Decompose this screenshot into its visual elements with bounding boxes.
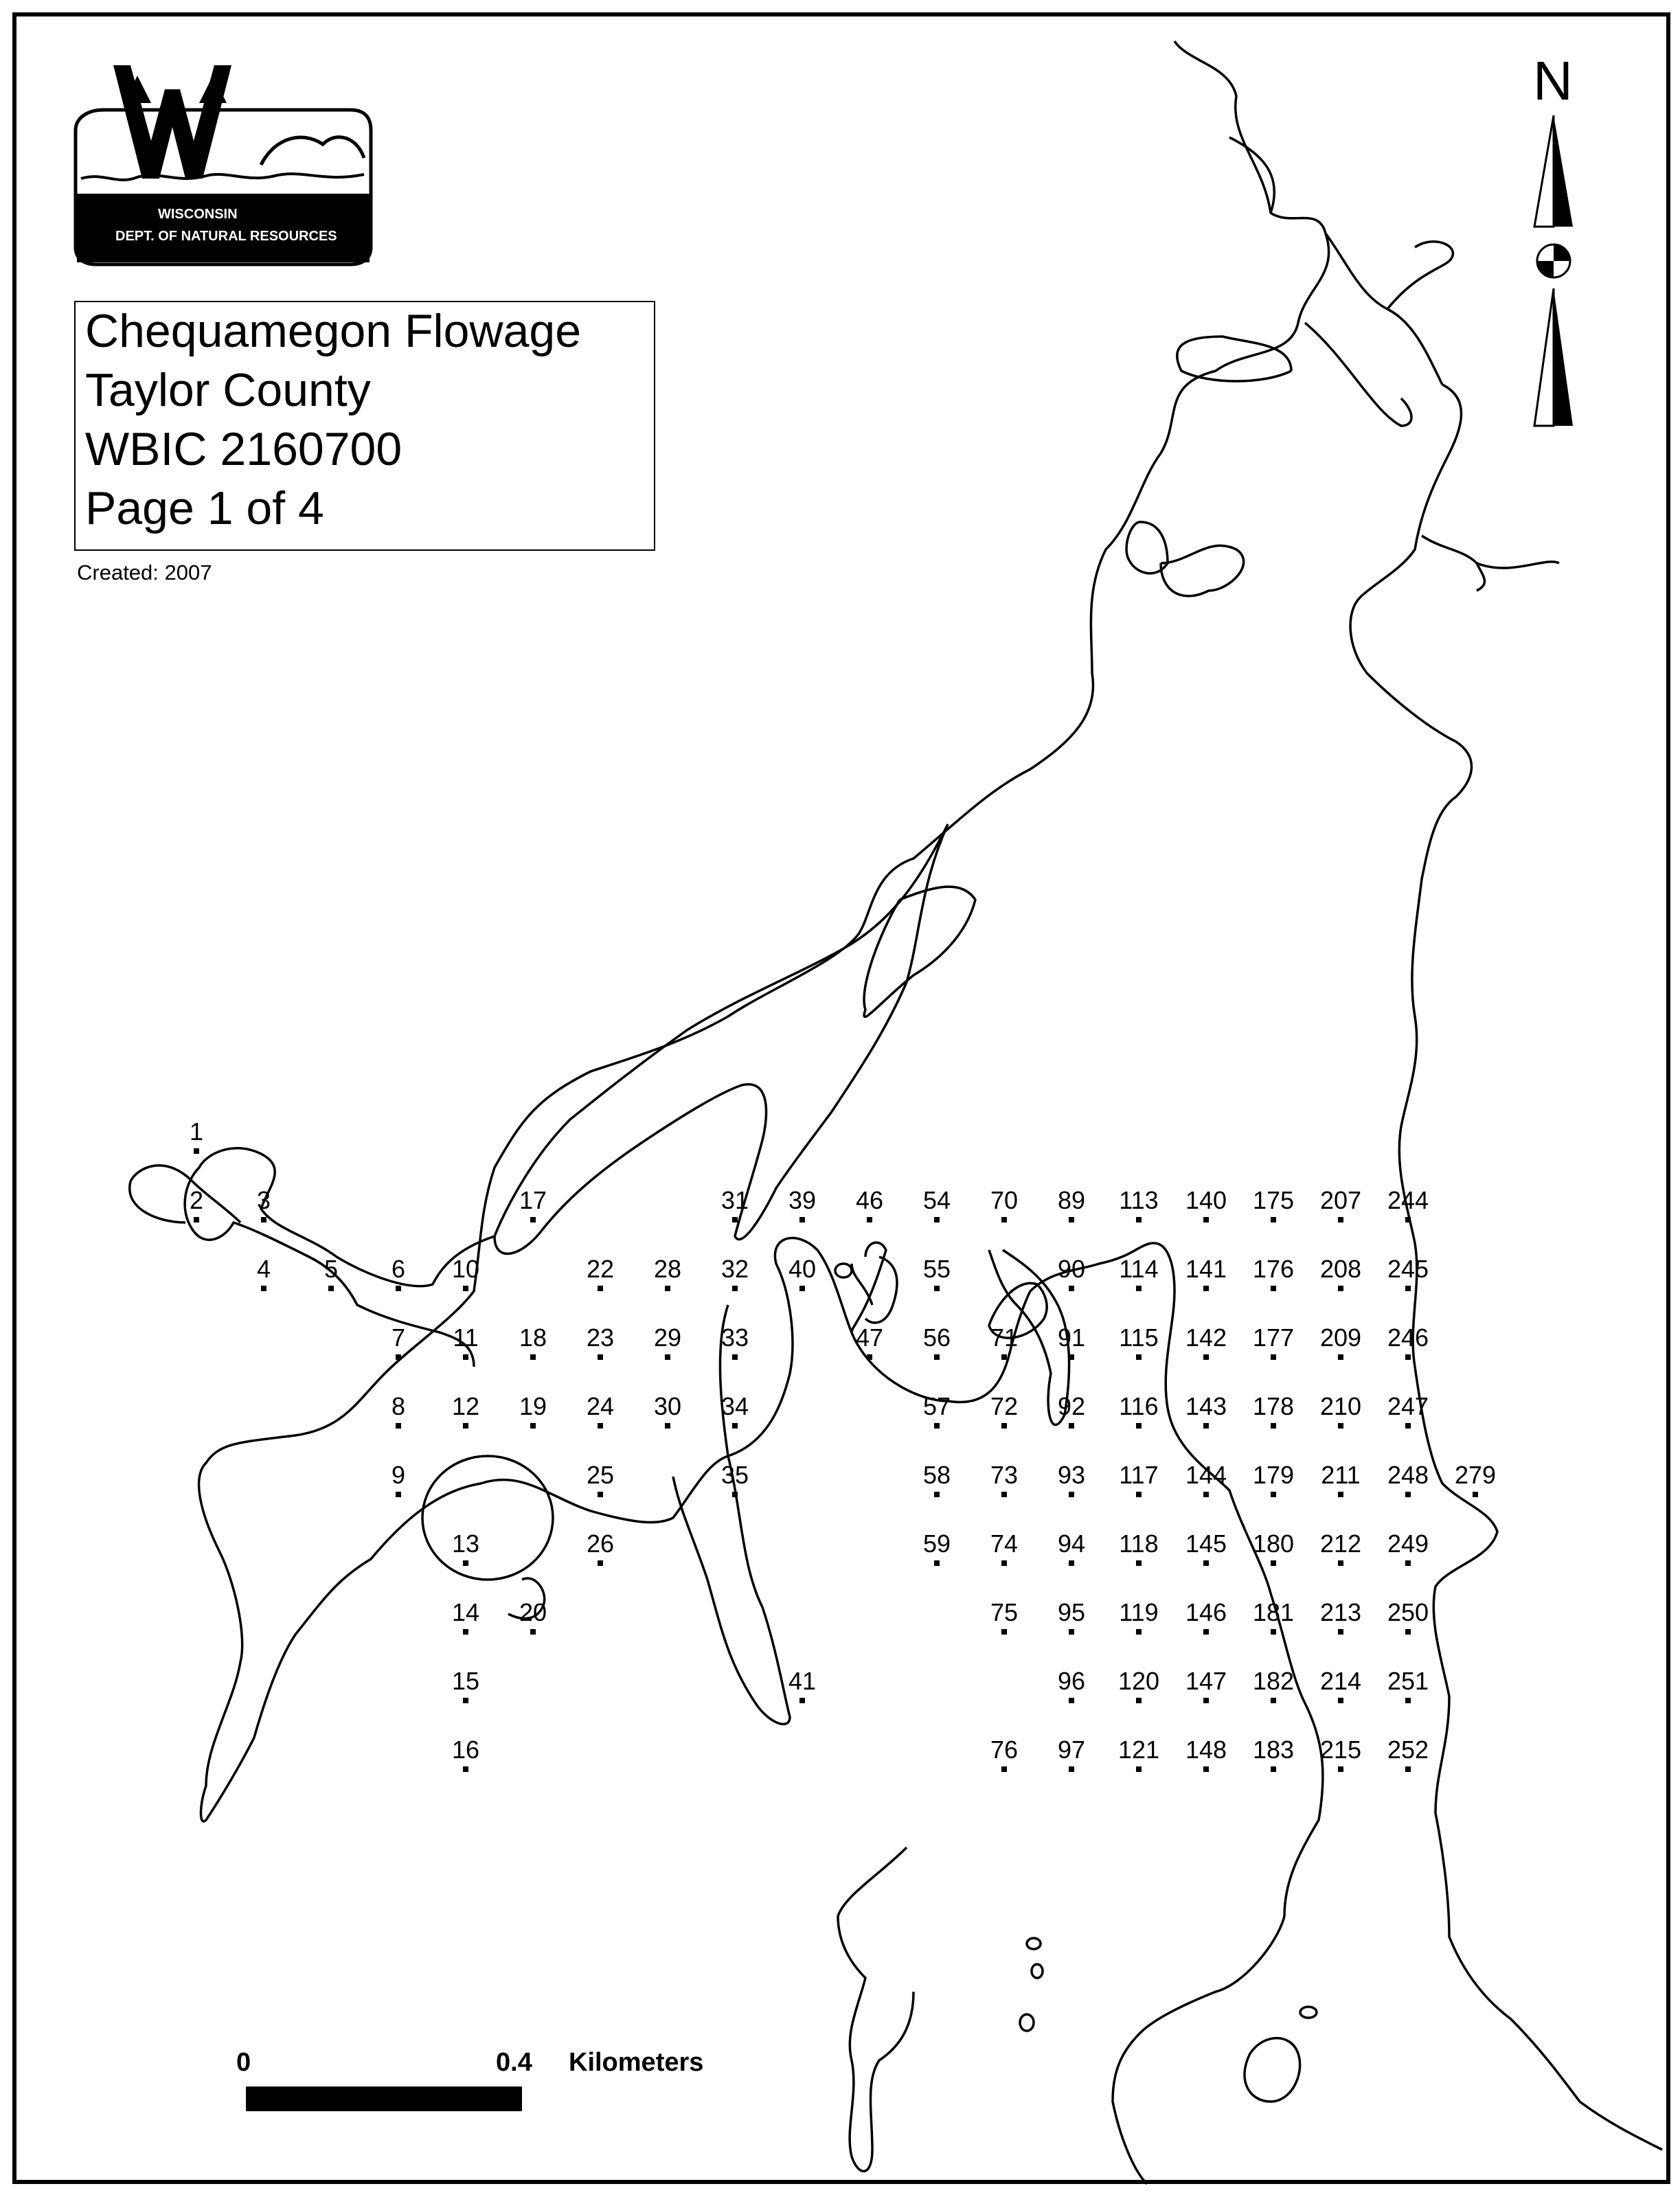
sample-point-label: 175 [1252, 1186, 1295, 1214]
sample-point-label: 118 [1119, 1529, 1159, 1558]
sample-point-label: 8 [391, 1392, 406, 1420]
sample-point-marker [1473, 1492, 1478, 1497]
title-line-name: Chequamegon Flowage [85, 305, 582, 357]
sample-point-marker [1405, 1354, 1411, 1360]
sample-point-marker [934, 1217, 940, 1222]
sample-point-label: 47 [855, 1323, 884, 1352]
sample-point-label: 97 [1057, 1736, 1086, 1764]
sample-point-marker [1136, 1423, 1142, 1429]
sample-point-label: 246 [1387, 1323, 1429, 1352]
sample-point-label: 28 [653, 1255, 682, 1283]
island-16 [1300, 2007, 1317, 2018]
sample-point-marker [1405, 1423, 1411, 1429]
sample-point-label: 142 [1185, 1323, 1227, 1352]
sample-point-label: 76 [990, 1736, 1019, 1764]
sample-point-label: 93 [1057, 1461, 1086, 1489]
northeast-bay [1305, 242, 1559, 591]
north-arrow-icon [1534, 115, 1573, 426]
sample-point-label: 18 [519, 1323, 547, 1352]
sample-point-label: 252 [1387, 1736, 1429, 1764]
island-8 [852, 1264, 872, 1305]
sample-point-marker [463, 1423, 468, 1429]
sample-point-label: 40 [788, 1255, 817, 1283]
sample-point-marker [1069, 1698, 1074, 1703]
sample-point-label: 20 [519, 1598, 547, 1626]
sample-point-marker [1203, 1629, 1209, 1635]
sample-point-label: 74 [990, 1529, 1019, 1558]
sample-point-marker [1405, 1766, 1411, 1772]
sample-point-marker [530, 1423, 536, 1429]
sample-point-marker [463, 1698, 468, 1703]
sample-point-label: 14 [451, 1598, 480, 1626]
sample-point-label: 94 [1057, 1529, 1086, 1558]
sample-point-marker [1338, 1766, 1343, 1772]
sample-point-marker [1405, 1560, 1411, 1566]
sample-point-marker [1203, 1492, 1209, 1497]
sample-point-marker [1001, 1629, 1007, 1635]
sample-point-marker [934, 1560, 940, 1566]
island-4 [1161, 545, 1244, 595]
sample-point-marker [1203, 1698, 1209, 1703]
sample-point-label: 24 [586, 1392, 615, 1420]
sample-point-marker [463, 1354, 468, 1360]
sample-point-label: 209 [1319, 1323, 1362, 1352]
sample-point-marker [1001, 1560, 1007, 1566]
sample-point-label: 17 [519, 1186, 547, 1214]
sample-point-label: 92 [1057, 1392, 1086, 1420]
island-2 [864, 887, 975, 1016]
sample-point-label: 178 [1252, 1392, 1295, 1420]
sample-point-label: 75 [990, 1598, 1019, 1626]
sample-point-marker [530, 1629, 536, 1635]
island-12 [835, 1264, 852, 1277]
title-box [74, 301, 655, 551]
sample-point-label: 3 [256, 1186, 271, 1214]
sample-point-marker [598, 1492, 603, 1497]
island-3 [1177, 337, 1291, 381]
sample-point-label: 34 [720, 1392, 749, 1420]
sample-point-marker [1203, 1766, 1209, 1772]
island-1 [422, 1456, 553, 1580]
sample-point-marker [732, 1492, 738, 1497]
sample-point-marker [1069, 1286, 1074, 1291]
sample-point-label: 247 [1387, 1392, 1429, 1420]
sample-point-marker [1271, 1286, 1276, 1291]
sample-point-marker [194, 1148, 199, 1154]
sample-point-marker [1136, 1286, 1142, 1291]
sample-point-marker [1203, 1560, 1209, 1566]
sample-point-label: 141 [1185, 1255, 1227, 1283]
sample-point-label: 16 [451, 1736, 480, 1764]
sample-point-marker [1069, 1354, 1074, 1360]
sample-point-marker [1338, 1629, 1343, 1635]
sample-point-label: 140 [1185, 1186, 1227, 1214]
title-line-county: Taylor County [85, 364, 371, 416]
sample-point-label: 57 [922, 1392, 951, 1420]
sample-point-marker [1069, 1629, 1074, 1635]
sample-point-label: 71 [990, 1323, 1019, 1352]
sample-point-label: 11 [453, 1323, 479, 1352]
sample-point-marker [1136, 1217, 1142, 1222]
sample-point-marker [1001, 1766, 1007, 1772]
sample-point-marker [1069, 1492, 1074, 1497]
sample-point-label: 15 [451, 1667, 480, 1695]
sample-point-marker [665, 1286, 670, 1291]
sample-point-label: 215 [1319, 1736, 1362, 1764]
sample-point-label: 145 [1185, 1529, 1227, 1558]
sample-point-label: 96 [1057, 1667, 1086, 1695]
sample-point-marker [530, 1354, 536, 1360]
sample-point-marker [934, 1286, 940, 1291]
sample-point-marker [799, 1217, 805, 1222]
sample-point-marker [1069, 1766, 1074, 1772]
sample-point-label: 207 [1319, 1186, 1362, 1214]
sample-point-label: 146 [1185, 1598, 1227, 1626]
sample-point-marker [463, 1766, 468, 1772]
sample-point-label: 54 [922, 1186, 951, 1214]
scale-end-label: 0.4 [496, 2048, 532, 2077]
sample-point-label: 116 [1119, 1392, 1159, 1420]
island-14 [1032, 1964, 1043, 1978]
sample-point-marker [1271, 1629, 1276, 1635]
sample-point-marker [665, 1423, 670, 1429]
sample-point-marker [1136, 1492, 1142, 1497]
sample-point-marker [867, 1217, 872, 1222]
sample-point-label: 5 [323, 1255, 339, 1283]
sample-point-label: 250 [1387, 1598, 1429, 1626]
sample-point-label: 46 [855, 1186, 884, 1214]
sample-point-label: 144 [1185, 1461, 1227, 1489]
east-shoreline [1229, 137, 1662, 2150]
sample-point-marker [1271, 1354, 1276, 1360]
sample-point-marker [665, 1354, 670, 1360]
sample-point-marker [530, 1217, 536, 1222]
sample-point-label: 212 [1319, 1529, 1362, 1558]
sample-point-marker [1405, 1629, 1411, 1635]
sample-point-marker [732, 1217, 738, 1222]
sample-point-label: 26 [586, 1529, 615, 1558]
sample-point-label: 4 [256, 1255, 271, 1283]
sample-point-marker [1405, 1698, 1411, 1703]
sample-point-label: 214 [1319, 1667, 1362, 1695]
sample-point-label: 91 [1057, 1323, 1086, 1352]
sample-point-marker [396, 1286, 401, 1291]
sample-point-marker [799, 1698, 805, 1703]
logo-agency-line1: WISCONSIN [158, 207, 238, 222]
sample-point-label: 210 [1319, 1392, 1362, 1420]
sample-point-label: 1 [189, 1117, 204, 1146]
sample-point-marker [1136, 1629, 1142, 1635]
sample-point-label: 23 [586, 1323, 615, 1352]
sample-point-marker [1405, 1286, 1411, 1291]
south-lobe [838, 1847, 913, 2171]
sample-point-label: 73 [990, 1461, 1019, 1489]
sample-point-label: 29 [653, 1323, 682, 1352]
sample-point-label: 9 [391, 1461, 406, 1489]
sample-point-marker [261, 1217, 266, 1222]
sample-point-marker [1001, 1217, 1007, 1222]
sample-point-marker [1338, 1560, 1343, 1566]
sample-point-marker [1338, 1698, 1343, 1703]
sample-point-label: 25 [586, 1461, 615, 1489]
sample-point-label: 10 [451, 1255, 480, 1283]
sample-point-label: 2 [189, 1186, 204, 1214]
sample-point-marker [1338, 1217, 1343, 1222]
sample-point-label: 245 [1387, 1255, 1429, 1283]
sample-point-label: 251 [1387, 1667, 1429, 1695]
sample-point-marker [598, 1560, 603, 1566]
sample-point-label: 180 [1252, 1529, 1295, 1558]
sample-point-marker [1203, 1354, 1209, 1360]
sample-point-label: 176 [1252, 1255, 1295, 1283]
sample-point-marker [1203, 1423, 1209, 1429]
sample-point-marker [1203, 1217, 1209, 1222]
sample-point-label: 182 [1252, 1667, 1295, 1695]
sample-point-marker [194, 1217, 199, 1222]
sample-point-label: 59 [922, 1529, 951, 1558]
sample-point-marker [261, 1286, 266, 1291]
sample-point-label: 279 [1454, 1461, 1497, 1489]
sample-point-label: 89 [1057, 1186, 1086, 1214]
sample-point-label: 211 [1321, 1461, 1361, 1489]
sample-point-label: 13 [451, 1529, 480, 1558]
sample-point-marker [328, 1286, 334, 1291]
sample-point-label: 143 [1185, 1392, 1227, 1420]
sample-point-label: 6 [391, 1255, 406, 1283]
sample-point-marker [1136, 1354, 1142, 1360]
island-15 [1020, 2014, 1034, 2031]
west-lobe [185, 1148, 495, 1367]
sample-point-label: 148 [1185, 1736, 1227, 1764]
title-line-wbic: WBIC 2160700 [85, 423, 402, 475]
sample-point-label: 35 [720, 1461, 749, 1489]
sample-point-marker [598, 1423, 603, 1429]
sample-point-marker [1069, 1560, 1074, 1566]
sample-point-marker [934, 1423, 940, 1429]
sample-point-marker [1203, 1286, 1209, 1291]
island-7 [852, 1242, 886, 1332]
sample-point-label: 22 [586, 1255, 615, 1283]
sample-point-marker [1405, 1217, 1411, 1222]
sample-point-marker [1271, 1217, 1276, 1222]
sample-point-marker [1405, 1492, 1411, 1497]
sample-point-label: 39 [788, 1186, 817, 1214]
sample-point-label: 249 [1387, 1529, 1429, 1558]
sample-point-marker [598, 1286, 603, 1291]
logo-band [77, 194, 370, 262]
sample-point-label: 90 [1057, 1255, 1086, 1283]
sample-point-label: 7 [391, 1323, 406, 1352]
sample-point-marker [1136, 1698, 1142, 1703]
sample-point-marker [1338, 1286, 1343, 1291]
created-date: Created: 2007 [77, 560, 212, 584]
sample-point-label: 32 [720, 1255, 749, 1283]
sample-point-marker [1271, 1766, 1276, 1772]
sample-point-marker [1338, 1423, 1343, 1429]
sample-point-label: 244 [1387, 1186, 1429, 1214]
sample-point-label: 147 [1185, 1667, 1227, 1695]
island-13 [1027, 1938, 1041, 1949]
sample-point-label: 72 [990, 1392, 1019, 1420]
sample-point-label: 119 [1119, 1598, 1159, 1626]
sample-point-marker [1136, 1560, 1142, 1566]
sample-point-marker [1271, 1560, 1276, 1566]
sample-point-marker [598, 1354, 603, 1360]
logo-agency-line2: DEPT. OF NATURAL RESOURCES [115, 229, 337, 244]
sample-point-marker [732, 1286, 738, 1291]
sample-point-label: 19 [519, 1392, 547, 1420]
sample-point-label: 113 [1119, 1186, 1159, 1214]
sample-point-marker [396, 1423, 401, 1429]
sample-point-label: 95 [1057, 1598, 1086, 1626]
sample-point-marker [1136, 1766, 1142, 1772]
sample-point-marker [934, 1354, 940, 1360]
title-line-page: Page 1 of 4 [85, 482, 324, 534]
sample-point-label: 55 [922, 1255, 951, 1283]
sample-point-label: 213 [1319, 1598, 1362, 1626]
sample-point-marker [1069, 1217, 1074, 1222]
sample-point-marker [1338, 1492, 1343, 1497]
sample-point-label: 121 [1117, 1736, 1160, 1764]
sample-point-label: 120 [1117, 1667, 1160, 1695]
island-11 [1245, 2038, 1300, 2102]
sample-point-marker [732, 1423, 738, 1429]
sample-point-marker [799, 1286, 805, 1291]
sample-point-marker [1001, 1354, 1007, 1360]
sample-point-label: 114 [1119, 1255, 1159, 1283]
sample-point-label: 208 [1319, 1255, 1362, 1283]
sample-point-marker [867, 1354, 872, 1360]
sample-point-marker [1338, 1354, 1343, 1360]
sample-point-label: 70 [990, 1186, 1019, 1214]
sample-point-marker [1001, 1423, 1007, 1429]
sample-point-marker [1271, 1423, 1276, 1429]
sample-point-marker [463, 1286, 468, 1291]
scale-bar [246, 2086, 522, 2111]
sample-point-label: 31 [720, 1186, 749, 1214]
sample-point-label: 41 [788, 1667, 817, 1695]
sample-point-label: 117 [1119, 1461, 1159, 1489]
sample-point-marker [1271, 1698, 1276, 1703]
south-arm [673, 1305, 790, 1724]
sample-point-marker [934, 1492, 940, 1497]
sample-point-marker [463, 1560, 468, 1566]
sample-point-marker [463, 1629, 468, 1635]
sample-point-marker [1069, 1423, 1074, 1429]
sample-point-label: 181 [1252, 1598, 1295, 1626]
sample-point-label: 30 [653, 1392, 682, 1420]
sample-point-label: 177 [1252, 1323, 1295, 1352]
sample-point-marker [1271, 1492, 1276, 1497]
north-label: N [1533, 50, 1573, 111]
sample-point-label: 115 [1119, 1323, 1159, 1352]
sample-point-marker [1001, 1492, 1007, 1497]
sample-point-marker [396, 1354, 401, 1360]
scale-start-label: 0 [236, 2048, 251, 2077]
sample-point-label: 248 [1387, 1461, 1429, 1489]
sample-point-label: 56 [922, 1323, 951, 1352]
sample-point-label: 183 [1252, 1736, 1295, 1764]
sample-point-marker [396, 1492, 401, 1497]
sample-points [190, 1117, 1496, 1772]
sample-point-marker [732, 1354, 738, 1360]
sample-point-label: 33 [720, 1323, 749, 1352]
sample-point-label: 58 [922, 1461, 951, 1489]
wdnr-logo [76, 65, 371, 264]
sample-point-label: 179 [1252, 1461, 1295, 1489]
sample-point-label: 12 [451, 1392, 480, 1420]
scale-units-label: Kilometers [569, 2048, 704, 2077]
